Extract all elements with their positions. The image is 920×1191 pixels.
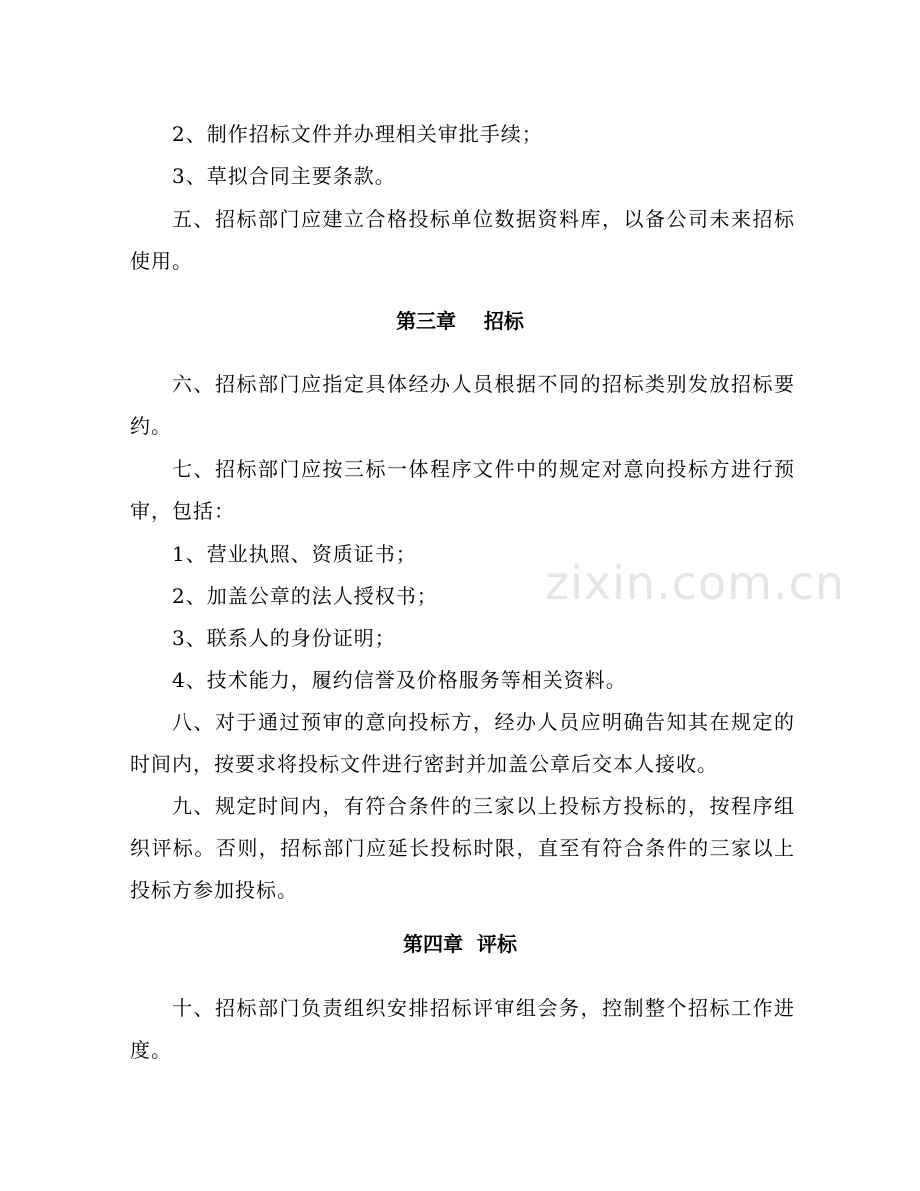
paragraph-line: 七、招标部门应按三标一体程序文件中的规定对意向投标方进行预 <box>172 457 795 481</box>
list-item: 4、技术能力，履约信誉及价格服务等相关资料。 <box>172 668 627 692</box>
list-item: 3、草拟合同主要条款。 <box>172 164 396 188</box>
paragraph-line: 时间内，按要求将投标文件进行密封并加盖公章后交本人接收。 <box>130 752 718 776</box>
paragraph-line: 使用。 <box>130 249 193 273</box>
chapter-heading: 第三章 招标 <box>396 309 524 333</box>
chapter-heading: 第四章 评标 <box>403 932 517 956</box>
paragraph-line: 六、招标部门应指定具体经办人员根据不同的招标类别发放招标要 <box>172 372 795 396</box>
paragraph-line: 度。 <box>130 1038 172 1062</box>
paragraph-line: 投标方参加投标。 <box>130 878 298 902</box>
paragraph-line: 织评标。否则，招标部门应延长投标时限，直至有符合条件的三家以上 <box>130 836 795 860</box>
list-item: 3、联系人的身份证明； <box>172 626 396 650</box>
paragraph-line: 十、招标部门负责组织安排招标评审组会务，控制整个招标工作进 <box>172 996 795 1020</box>
list-item: 2、制作招标文件并办理相关审批手续； <box>172 122 543 146</box>
paragraph-line: 五、招标部门应建立合格投标单位数据资料库，以备公司未来招标 <box>172 207 795 231</box>
list-item: 2、加盖公章的法人授权书； <box>172 584 438 608</box>
list-item: 1、营业执照、资质证书； <box>172 542 417 566</box>
paragraph-line: 八、对于通过预审的意向投标方，经办人员应明确告知其在规定的 <box>172 710 795 734</box>
paragraph-line: 审，包括： <box>130 499 235 523</box>
watermark: zixin.com.cn <box>545 556 846 610</box>
paragraph-line: 九、规定时间内，有符合条件的三家以上投标方投标的，按程序组 <box>172 794 795 818</box>
paragraph-line: 约。 <box>130 414 172 438</box>
